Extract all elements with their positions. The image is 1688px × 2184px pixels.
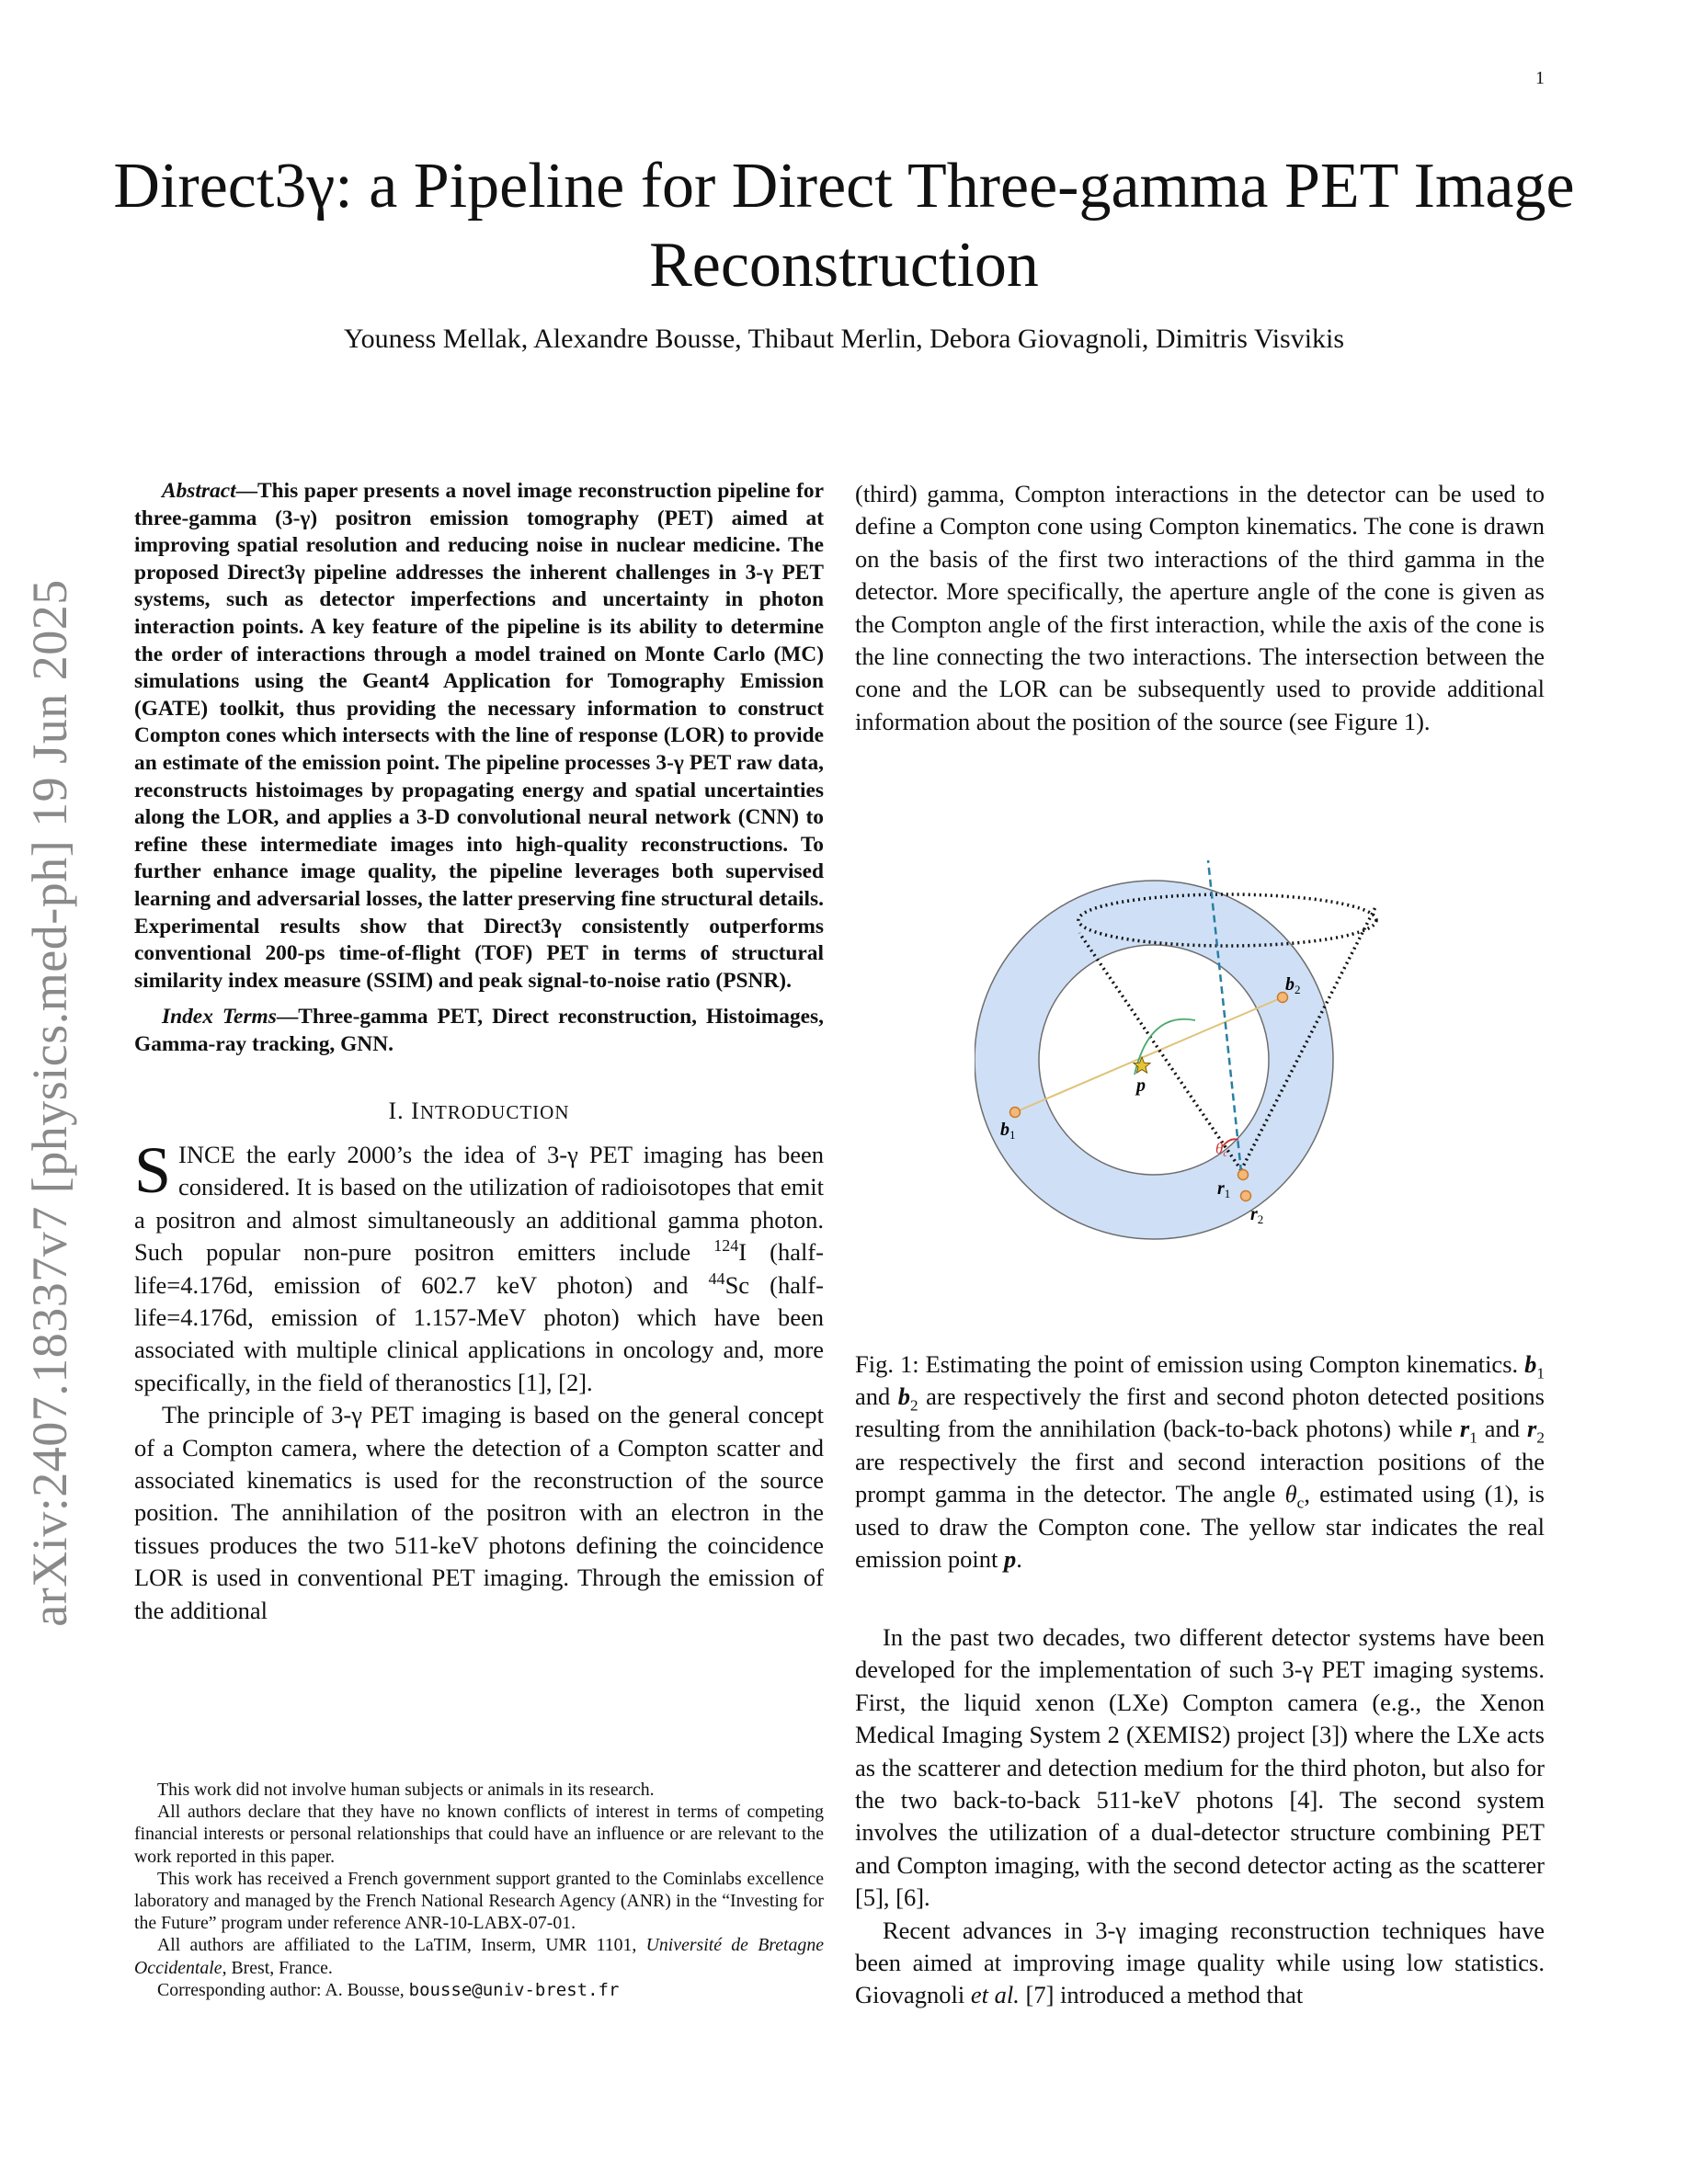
recent-advances-text-b: [7] introduced a method that [1019,1981,1304,2009]
et-al: et al. [970,1981,1020,2009]
affiliation-location: , Brest, France. [222,1957,333,1978]
index-terms [134,1004,824,1058]
caption-r2-sub: 2 [1536,1428,1545,1447]
corresponding-author-email[interactable]: bousse@univ-brest.fr [408,1979,620,2000]
footnotes [134,1779,824,2001]
point-r1 [1238,1170,1249,1180]
footnote-corresponding-author [134,1979,824,2001]
line-of-response [1015,997,1283,1112]
caption-and-2: and [1477,1415,1528,1443]
caption-r1-symbol: r [1459,1415,1470,1443]
caption-r1-sub: 1 [1469,1428,1477,1447]
compton-cone-left-edge [1079,933,1241,1170]
affiliation-institution: Université de Bretagne Occidentale [134,1935,824,1978]
label-b1: $b_1$ [1000,1120,1016,1142]
figure-1-caption [855,1348,1545,1576]
left-column [134,478,824,1627]
caption-p-symbol: p [1003,1544,1017,1573]
label-r2: $r_2$ [1250,1204,1264,1226]
right-column-bottom [855,1621,1545,2012]
caption-lead: Fig. 1: Estimating the point of emission using Compton kinematics. [855,1349,1519,1378]
section-title-rest: NTRODUCTION [419,1101,570,1124]
caption-end: . [1016,1544,1022,1573]
caption-r2-symbol: r [1527,1415,1537,1443]
intro-paragraph-1 [134,1132,824,1399]
footnote-ethics: This work did not involve human subjects or animals in its research. [157,1780,655,1800]
caption-text-1: are respectively the first and second photon detected positions resulting from the annihilation (back-to-back photons) while [855,1382,1545,1443]
author-list: Youness Mellak, Alexandre Bousse, Thibaut Merlin, Debora Giovagnoli, Dimitris Visvikis [343,324,1345,354]
right-column-paragraph: (third) gamma, Compton interactions in the detector can be used to define a Compton cone using Compton kinematics. The cone is drawn on the basis of the first two interactions of the third gamma in the detector. More specifically, the aperture angle of the cone is given as the Compton angle of the first interaction, while the axis of the cone is the line connecting the two interactions. The intersection between the cone and the LOR can be subsequently used to provide additional information about the position of the source (see Figure 1). [855,480,1545,735]
abstract-text: —This paper presents a novel image reconstruction pipeline for three-gamma (3-γ) positron emission tomography (PET) aimed at improving spatial resolution and reducing noise in nuclear medicine. The proposed Direct3γ pipeline addresses the inherent challenges in 3-γ PET systems, such as detector imperfections and uncertainty in photon interaction points. A key feature of the pipeline is its ability to determine the order of interactions through a model trained on Monte Carlo (MC) simulations using the Geant4 Application for Tomography Emission (GATE) toolkit, thus providing the necessary information to construct Compton cones which intersects with the line of response (LOR) to provide an estimate of the emission point. The pipeline processes 3-γ PET raw data, reconstructs histoimages by propagating energy and spatial uncertainties along the LOR, and applies a 3-D convolutional neural network (CNN) to refine these intermediate images into high-quality reconstructions. To further enhance image quality, the pipeline leverages both supervised learning and adversarial losses, the latter preserving fine structural details. Experimental results show that Direct3γ consistently outperforms conventional 200-ps time-of-flight (TOF) PET in terms of structural similarity index measure (SSIM) and peak signal-to-noise ratio (PSNR). [134,479,824,993]
arxiv-identifier-text: arXiv:2407.18337v7 [physics.med-ph] 19 Jun 2025 [22,579,77,1627]
arxiv-side-identifier [22,506,77,1701]
section-title-first-letter: I [411,1098,420,1125]
drop-cap: S [134,1132,172,1207]
label-p: p [1136,1075,1146,1096]
intro-text-b: I (half-life=4.176d, emission of 602.7 keV photon) and [134,1238,824,1299]
page-number: 1 [1535,68,1545,88]
intro-text-c: Sc (half-life=4.176d, emission of 1.157-MeV photon) which have been associated with multiple clinical applications in oncology and, more specifically, in the field of theranostics [1], [2]. [134,1270,824,1396]
abstract [134,478,824,995]
point-b1 [1010,1108,1021,1118]
intro-text-a: INCE the early 2000’s the idea of 3-γ PET imaging has been considered. It is based on the utilization of radioisotopes that emit a positron and almost simultaneously an additional gamma photon. Such popular non-pure positron emitters include [134,1140,824,1267]
intro-paragraph-2: The principle of 3-γ PET imaging is based on the general concept of a Compton camera, where the detection of a Compton scatter and associated kinematics is used for the reconstruction of the source position. The annihilation of the positron with an electron in the tissues produces the two 511-keV photons defining the coincidence LOR is used in conventional PET imaging. Through the emission of the additional [134,1401,824,1624]
isotope-mass-44: 44 [708,1268,725,1288]
label-theta-c: θc [1215,1140,1228,1159]
caption-b1-sub: 1 [1536,1363,1545,1382]
index-terms-text: —Three-gamma PET, Direct reconstruction, Histoimages, Gamma-ray tracking, GNN. [134,1005,824,1056]
caption-text-2: are respectively the first and second interaction positions of the prompt gamma in the detector. The angle [855,1447,1545,1508]
label-r1: $r_1$ [1217,1178,1231,1200]
label-b2: $b_2$ [1285,974,1301,996]
isotope-mass-124: 124 [713,1236,739,1256]
footnote-funding: This work has received a French government support granted to the Cominlabs excellence laboratory and managed by the French National Research Agency (ANR) in the “Investing for the Future” program under reference ANR-10-LABX-07-01. [134,1868,824,1934]
paper-title: Direct3γ: a Pipeline for Direct Three-gamma PET Image Reconstruction [113,151,1575,301]
compton-cone-diagram [975,859,1416,1291]
caption-b2-symbol: b [897,1382,911,1410]
detector-ring [975,881,1333,1239]
caption-and-1: and [855,1382,898,1410]
affiliation-text: All authors are affiliated to the LaTIM, Inserm, UMR 1101, [157,1935,646,1956]
right-column-top [855,478,1545,738]
section-heading-introduction [134,1095,824,1129]
footnote-affiliation [134,1934,824,1978]
caption-theta-sub: c [1296,1494,1305,1512]
caption-b2-sub: 2 [910,1396,918,1415]
figure-1 [975,859,1416,1291]
caption-text-3: , estimated using (1), is used to draw the Compton cone. The yellow star indicates the real emission point [855,1480,1545,1573]
point-r2 [1241,1191,1251,1201]
index-terms-label: Index Terms [162,1005,277,1029]
footnote-conflicts: All authors declare that they have no known conflicts of interest in terms of competing financial interests or personal relationships that could have an influence or are relevant to the work reported in this paper. [134,1802,824,1867]
recent-advances-text-a: Recent advances in 3-γ imaging reconstruction techniques have been aimed at improving image quality while using low statistics. Giovagnoli [855,1916,1545,2009]
detector-systems-paragraph: In the past two decades, two different detector systems have been developed for the implementation of such 3-γ PET imaging systems. First, the liquid xenon (LXe) Compton camera (e.g., the Xenon Medical Imaging System 2 (XEMIS2) project [3]) where the LXe acts as the scatterer and detection medium for the third photon, but also for the two back-to-back 511-keV photons [4]. The second system involves the utilization of a dual-detector structure combining PET and Compton imaging, with the second detector acting as the scatterer [5], [6]. [855,1623,1545,1912]
recent-advances-paragraph [855,1915,1545,2012]
abstract-label: Abstract [162,479,236,503]
caption-b1-symbol: b [1524,1349,1537,1378]
caption-theta-symbol: θ [1284,1480,1297,1508]
section-number: I. [388,1098,405,1125]
corresponding-author-text: Corresponding author: A. Bousse, [157,1979,409,2000]
